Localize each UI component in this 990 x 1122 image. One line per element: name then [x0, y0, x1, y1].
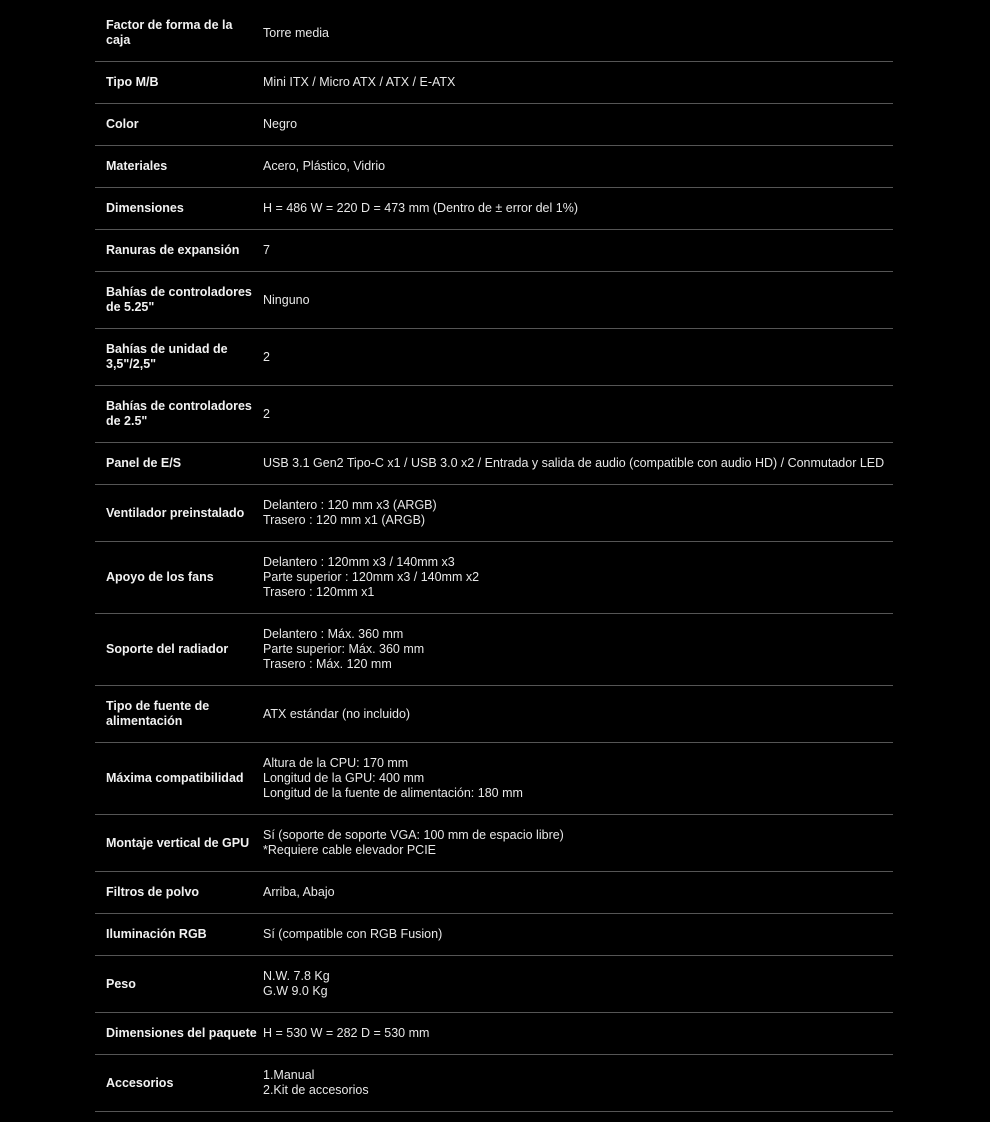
spec-label: Soporte del radiador [106, 642, 229, 656]
spec-value-line: USB 3.1 Gen2 Tipo-C x1 / USB 3.0 x2 / Entrada y salida de audio (compatible con audio HD) / Conmutador LED [263, 456, 885, 470]
spec-row [95, 485, 893, 542]
spec-value-line: Ninguno [263, 292, 310, 307]
spec-value-line: Arriba, Abajo [263, 885, 335, 899]
spec-label: Máxima compatibilidad [106, 771, 244, 785]
spec-row [95, 329, 893, 386]
spec-row [95, 743, 893, 815]
spec-value [263, 555, 893, 600]
spec-value-line: Parte superior: Máx. 360 mm [263, 642, 425, 656]
spec-value-line: 7 [263, 243, 270, 257]
spec-label: Filtros de polvo [106, 885, 200, 899]
spec-value [263, 627, 893, 672]
spec-value [263, 117, 893, 132]
spec-value [263, 1026, 893, 1041]
spec-value [263, 159, 893, 174]
spec-label: Panel de E/S [106, 456, 182, 470]
spec-label: Bahías de controladores de 2.5" [106, 399, 252, 428]
spec-value [263, 26, 893, 41]
spec-value-line: 1.Manual [263, 1068, 315, 1082]
spec-row [95, 914, 893, 956]
spec-value [263, 1068, 893, 1098]
spec-row [95, 614, 893, 686]
spec-value-line: Longitud de la fuente de alimentación: 180 mm [263, 786, 523, 800]
spec-value [263, 75, 893, 90]
spec-value [263, 707, 893, 722]
spec-value-line: Acero, Plástico, Vidrio [263, 159, 386, 173]
spec-value-line: Trasero : 120 mm x1 (ARGB) [263, 513, 426, 527]
spec-label: Ranuras de expansión [106, 243, 240, 257]
spec-label: Peso [106, 976, 136, 991]
spec-label: Tipo M/B [106, 75, 159, 89]
spec-row [95, 146, 893, 188]
spec-value [263, 293, 893, 308]
spec-row [95, 272, 893, 329]
spec-label: Dimensiones del paquete [106, 1026, 257, 1040]
spec-value-line: Mini ITX / Micro ATX / ATX / E-ATX [263, 75, 456, 89]
spec-label: Bahías de unidad de 3,5"/2,5" [106, 342, 228, 371]
spec-label: Montaje vertical de GPU [106, 835, 250, 850]
spec-row [95, 956, 893, 1013]
spec-value [263, 407, 893, 422]
spec-value-line: 2 [263, 406, 270, 421]
spec-label: Accesorios [106, 1075, 174, 1090]
spec-row [95, 230, 893, 272]
spec-label: Tipo de fuente de alimentación [106, 699, 210, 728]
spec-value-line: H = 530 W = 282 D = 530 mm [263, 1026, 430, 1040]
spec-value-line: Sí (compatible con RGB Fusion) [263, 927, 443, 941]
spec-value [263, 828, 893, 858]
spec-label: Dimensiones [106, 201, 184, 215]
spec-value-line: Delantero : 120 mm x3 (ARGB) [263, 498, 437, 512]
spec-value-line: H = 486 W = 220 D = 473 mm (Dentro de ± error del 1%) [263, 201, 578, 215]
spec-value [263, 201, 893, 216]
spec-row [95, 1013, 893, 1055]
spec-value-line: Longitud de la GPU: 400 mm [263, 771, 425, 785]
spec-label: Color [106, 117, 139, 131]
spec-row [95, 542, 893, 614]
spec-label: Ventilador preinstalado [106, 505, 245, 520]
spec-row [95, 188, 893, 230]
spec-value-line: Torre media [263, 25, 329, 40]
spec-row [95, 686, 893, 743]
spec-row [95, 815, 893, 872]
spec-row [95, 443, 893, 485]
spec-row [95, 62, 893, 104]
spec-value-line: Delantero : Máx. 360 mm [263, 627, 404, 641]
spec-value-line: N.W. 7.8 Kg [263, 969, 330, 983]
spec-value [263, 498, 893, 528]
spec-value [263, 927, 893, 942]
spec-label: Apoyo de los fans [106, 570, 214, 584]
spec-value-line: 2 [263, 349, 270, 364]
spec-value-line: ATX estándar (no incluido) [263, 706, 411, 721]
spec-value-line: Sí (soporte de soporte VGA: 100 mm de espacio libre) [263, 828, 564, 842]
spec-value-line: Trasero : 120mm x1 [263, 585, 375, 599]
spec-label: Materiales [106, 159, 168, 173]
spec-value-line: G.W 9.0 Kg [263, 984, 328, 998]
spec-row [95, 104, 893, 146]
spec-value-line: 2.Kit de accesorios [263, 1083, 369, 1097]
spec-value-line: Parte superior : 120mm x3 / 140mm x2 [263, 570, 480, 584]
spec-value [263, 756, 893, 801]
spec-label: Iluminación RGB [106, 927, 207, 941]
spec-value-line: Trasero : Máx. 120 mm [263, 657, 392, 671]
spec-label: Bahías de controladores de 5.25" [106, 285, 252, 314]
spec-value-line: Negro [263, 117, 298, 131]
spec-row [95, 872, 893, 914]
spec-value-line: Altura de la CPU: 170 mm [263, 756, 409, 770]
spec-label: Factor de forma de la caja [106, 18, 233, 47]
spec-value-line: *Requiere cable elevador PCIE [263, 843, 437, 857]
spec-table [95, 5, 893, 1112]
spec-row [95, 1055, 893, 1112]
spec-value [263, 456, 893, 471]
spec-value [263, 885, 893, 900]
spec-value [263, 243, 893, 258]
spec-value-line: Delantero : 120mm x3 / 140mm x3 [263, 555, 455, 569]
spec-row [95, 386, 893, 443]
spec-row [95, 5, 893, 62]
spec-value [263, 350, 893, 365]
spec-value [263, 969, 893, 999]
